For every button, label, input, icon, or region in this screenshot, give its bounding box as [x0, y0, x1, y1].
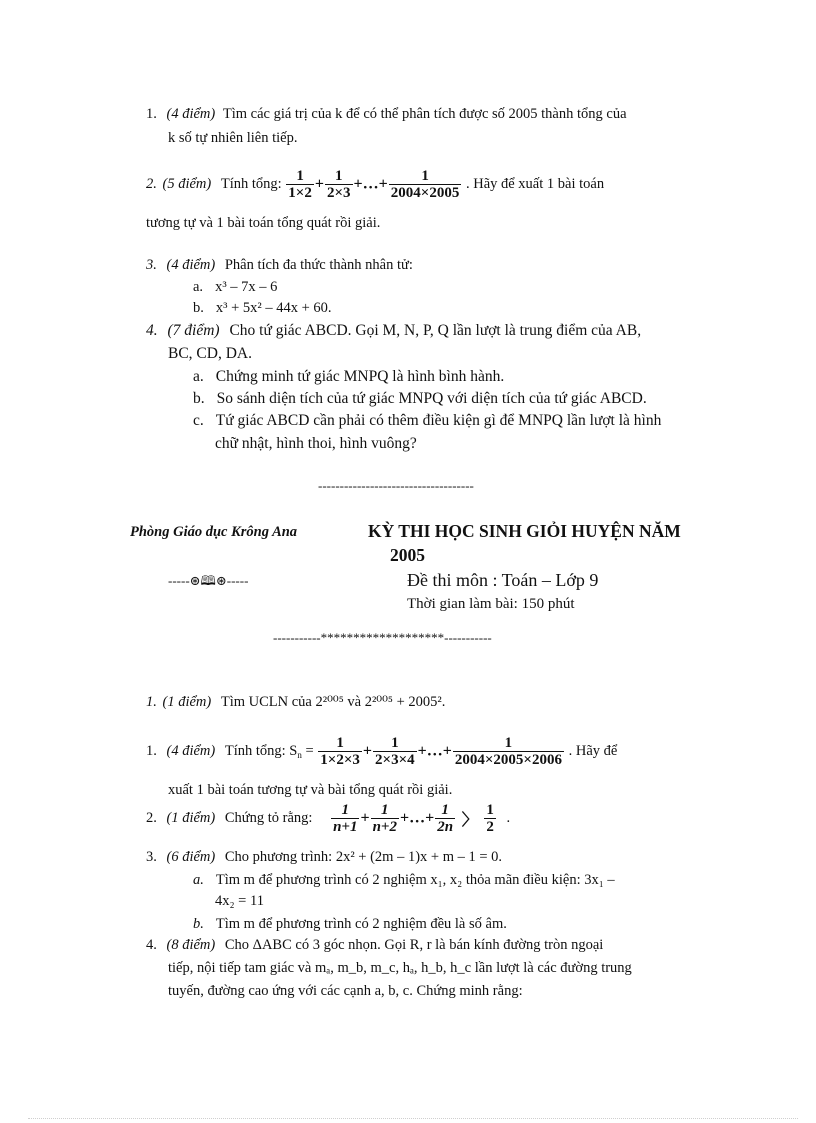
- p1-q3-text: Phân tích đa thức thành nhân tử:: [224, 257, 413, 273]
- fraction: $\frac{1}{2}$: [486, 802, 494, 835]
- p1-q4-line2: BC, CD, DA.: [168, 345, 252, 362]
- p2-q1-number: 1.: [146, 694, 157, 710]
- p1-q2-line2: tương tự và 1 bài toán tổng quát rồi giải.: [146, 215, 381, 231]
- p2-q5-line2: tiếp, nội tiếp tam giác và mₐ, m_b, m_c, hₐ, h_b, h_c lần lượt là các đường trung: [168, 960, 632, 976]
- p1-q2-lead: Tính tổng:: [220, 176, 282, 192]
- p2-q1: [146, 694, 445, 711]
- p1-q4-b: b. So sánh diện tích của tứ giác MNPQ với diện tích của tứ giác ABCD.: [193, 390, 647, 407]
- fraction: $\frac{1}{n+2}$: [372, 802, 397, 835]
- p2-q4-a-line2: 4x₂ = 11: [215, 893, 264, 909]
- exam-title-line2: 2005: [390, 545, 425, 565]
- p1-q4-c: c. Tứ giác ABCD cần phải có thêm điều kiện gì để MNPQ lần lượt là hình: [193, 412, 662, 429]
- fraction: $\frac{1}{2004\times 2005}$: [390, 168, 460, 201]
- p1-q3-points: (4 điểm): [166, 257, 216, 273]
- p1-q2-line1: 2. (5 điểm) Tính tổng: $\frac{1}{1\times 2}$ + $\frac{1}{2\times 3}$ +…+ $\frac{1}{2004\times 2005}$ . Hãy để xuất 1 bài toán: [146, 168, 605, 201]
- p1-q1-text: Tìm các giá trị của k để có thể phân tích được số 2005 thành tổng của: [222, 106, 627, 122]
- exam-title-line1: KỲ THI HỌC SINH GIỎI HUYỆN NĂM: [368, 521, 681, 541]
- fraction: $\frac{1}{2\times 3\times 4}$: [375, 735, 415, 768]
- p2-q2-lead: Tính tổng: $S_n$ =: [224, 743, 314, 760]
- p2-q4-line1: [146, 849, 502, 866]
- p1-q4-number: 4.: [146, 322, 158, 339]
- p2-q2-line2: xuất 1 bài toán tương tự và bài tổng quát rồi giải.: [168, 782, 453, 798]
- p2-q3-lead: Chứng tỏ rằng:: [224, 810, 313, 826]
- fraction: $\frac{1}{n+1}$: [333, 802, 358, 835]
- p2-q3-points: (1 điểm): [166, 810, 216, 826]
- fraction: $\frac{1}{2004\times 2005\times 2006}$: [454, 735, 562, 768]
- p1-q3-a: a. x³ – 7x – 6: [193, 279, 278, 295]
- p2-q4-a: a. Tìm m để phương trình có 2 nghiệm x₁, x₂ thỏa mãn điều kiện: 3x₁ –: [193, 872, 615, 888]
- divider: -----------*******************-----------: [273, 630, 492, 645]
- page-bottom-border: [28, 1118, 798, 1119]
- p1-q2-tail: . Hãy để xuất 1 bài toán: [465, 176, 605, 192]
- department-name: Phòng Giáo dục Krông Ana: [130, 524, 298, 540]
- p1-q1-line2: k số tự nhiên liên tiếp.: [168, 130, 298, 146]
- p2-q2-line1: 1. (4 điểm) Tính tổng: $S_n$ = $\frac{1}{1\times 2\times 3}$ + $\frac{1}{2\times 3\times 4}$ +…+ $\frac{1}{2004\times 2005\times 2006}$ . Hãy để: [146, 735, 618, 768]
- divider: ------------------------------------: [318, 478, 474, 493]
- fraction: $\frac{1}{1\times 2\times 3}$: [320, 735, 360, 768]
- p2-q2-tail: . Hãy để: [568, 743, 618, 759]
- p1-q2-number: 2.: [146, 175, 157, 192]
- p1-q4-line1: [146, 322, 641, 340]
- p2-q4-text: Cho phương trình: 2x² + (2m – 1)x + m – 1 = 0.: [224, 849, 503, 865]
- fraction: $\frac{1}{2\times 3}$: [326, 168, 351, 201]
- p2-q1-text: Tìm UCLN của 2²⁰⁰⁵ và 2²⁰⁰⁵ + 2005².: [220, 694, 446, 710]
- exam-time: Thời gian làm bài: 150 phút: [407, 596, 575, 612]
- p2-q5-line1: [146, 937, 603, 954]
- p2-q4-b: b. Tìm m để phương trình có 2 nghiệm đều là số âm.: [193, 916, 507, 932]
- p1-q4-c-line2: chữ nhật, hình thoi, hình vuông?: [215, 435, 417, 452]
- p2-q4-points: (6 điểm): [166, 849, 216, 865]
- p2-q2-number: 1.: [146, 743, 157, 759]
- p1-q1-line1: [146, 106, 627, 123]
- p2-q4-number: 3.: [146, 849, 157, 865]
- p1-q3-b: b. x³ + 5x² – 44x + 60.: [193, 300, 332, 316]
- p1-q1-points: (4 điểm): [166, 106, 216, 122]
- greater-than-symbol: 〉: [461, 812, 478, 829]
- p1-q3-number: 3.: [146, 257, 157, 273]
- p2-q2-points: (4 điểm): [166, 743, 216, 759]
- p2-q5-number: 4.: [146, 937, 157, 953]
- fraction: $\frac{1}{1\times 2}$: [288, 168, 312, 201]
- p2-q5-text: Cho ΔABC có 3 góc nhọn. Gọi R, r là bán kính đường tròn ngoại: [224, 937, 604, 953]
- p2-q3-line: 2. (1 điểm) Chứng tỏ rằng: $\frac{1}{n+1}$ + $\frac{1}{n+2}$ +…+ $\frac{1}{2n}$ 〉 $\frac{1}{2}$ .: [146, 802, 511, 835]
- p2-q5-points: (8 điểm): [166, 937, 216, 953]
- p2-q5-line3: tuyến, đường cao ứng với các cạnh a, b, c. Chứng minh rằng:: [168, 983, 523, 999]
- ornament: -----⊛🕮⊛-----: [168, 573, 249, 588]
- p2-q3-number: 2.: [146, 810, 157, 826]
- p2-q1-points: (1 điểm): [162, 694, 212, 710]
- p1-q4-points: (7 điểm): [167, 322, 220, 339]
- p1-q3-line1: [146, 257, 413, 274]
- exam-subject: Đề thi môn : Toán – Lớp 9: [407, 570, 599, 590]
- p1-q2-points: (5 điểm): [162, 175, 212, 192]
- p1-q1-number: 1.: [146, 106, 157, 122]
- p1-q4-text: Cho tứ giác ABCD. Gọi M, N, P, Q lần lượt là trung điểm của AB,: [229, 322, 642, 339]
- fraction: $\frac{1}{2n}$: [437, 802, 454, 835]
- p1-q4-a: a. Chứng minh tứ giác MNPQ là hình bình hành.: [193, 368, 505, 385]
